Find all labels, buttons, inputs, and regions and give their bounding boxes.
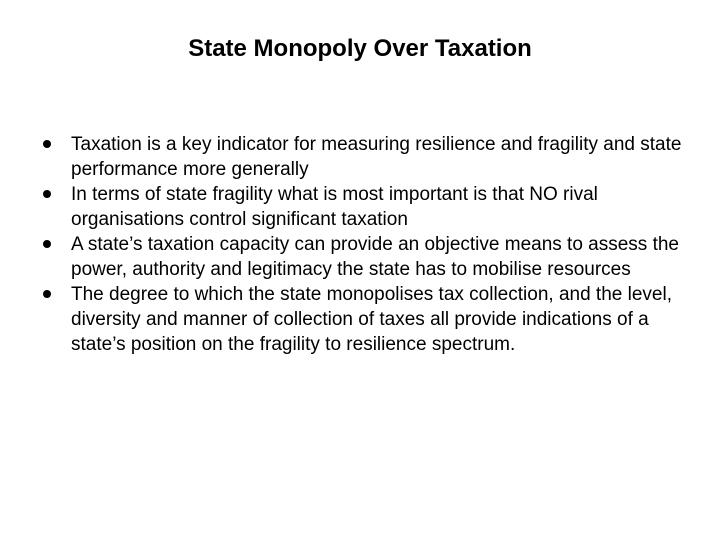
bullet-item (40, 232, 690, 282)
bullet-dot-icon (43, 290, 51, 298)
bullet-text: The degree to which the state monopolises tax collection, and the level, diversity and manner of collection of taxes all provide indications of a state’s position on the fragility to resilience spectrum. (71, 284, 672, 355)
bullet-dot-icon (43, 140, 51, 148)
bullet-item (40, 182, 690, 232)
bullet-dot-icon (43, 190, 51, 198)
slide-title: State Monopoly Over Taxation (188, 35, 532, 62)
bullet-text: In terms of state fragility what is most important is that NO rival organisations control significant taxation (71, 184, 598, 230)
bullet-list (40, 132, 690, 357)
bullet-dot-icon (43, 240, 51, 248)
bullet-text: A state’s taxation capacity can provide an objective means to assess the power, authority and legitimacy the state has to mobilise resources (71, 234, 679, 280)
bullet-item (40, 132, 690, 182)
bullet-text: Taxation is a key indicator for measuring resilience and fragility and state performance more generally (71, 134, 682, 180)
bullet-item (40, 282, 690, 357)
